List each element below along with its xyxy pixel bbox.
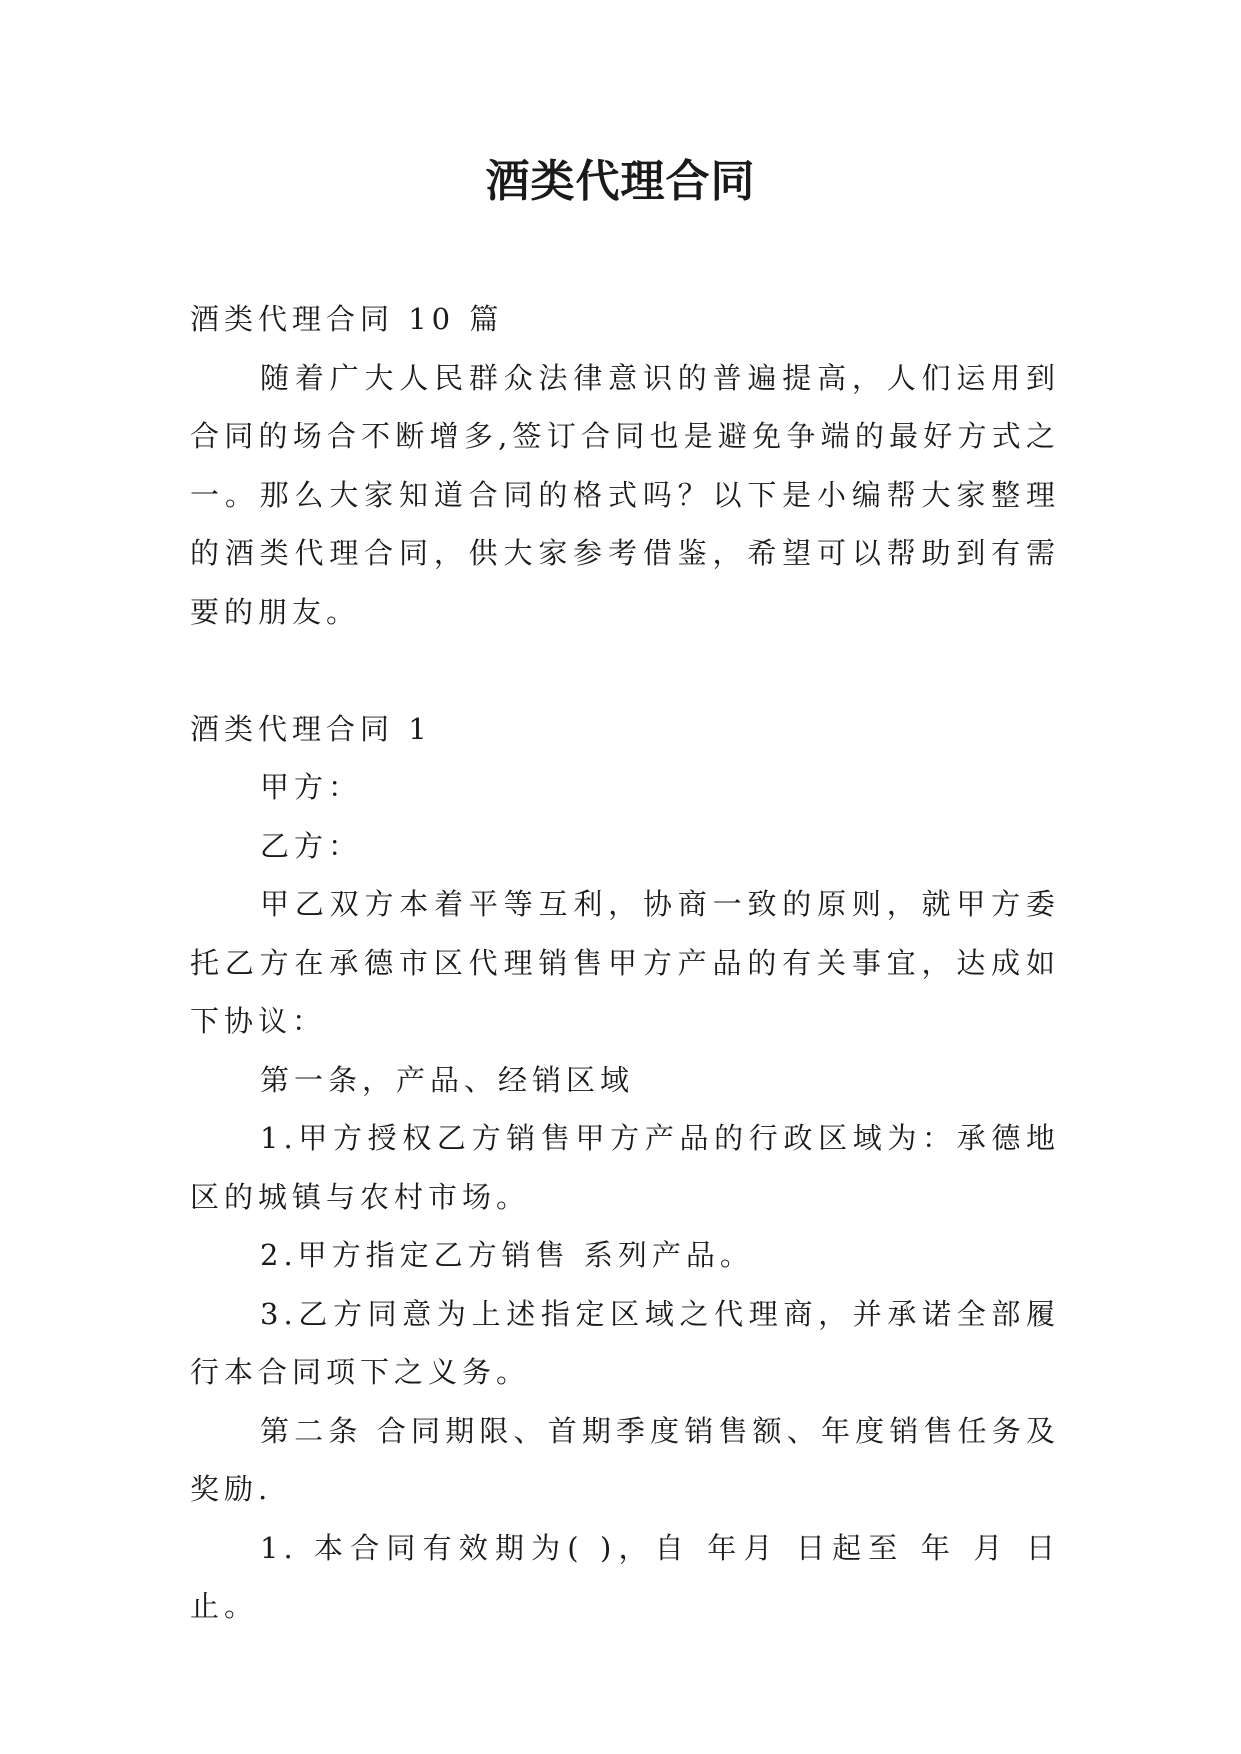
article-1-item-2: 2.甲方指定乙方销售 系列产品。 xyxy=(260,1238,754,1272)
party-a-line: 甲方： xyxy=(260,770,363,804)
party-b-line: 乙方： xyxy=(260,828,363,863)
intro-paragraph: 随着广大人民群众法律意识的普遍提高，人们运用到合同的场合不断增多,签订合同也是避免争端的最好方式之一。那么大家知道合同的格式吗？以下是小编帮大家整理的酒类代理合同，供大家参考借鉴，希望可以帮助到有需要的朋友。 xyxy=(190,360,1060,629)
preamble-paragraph: 甲乙双方本着平等互利，协商一致的原则，就甲方委托乙方在承德市区代理销售甲方产品的有关事宜，达成如下协议： xyxy=(190,887,1060,1038)
document-title: 酒类代理合同 xyxy=(485,156,756,207)
article-2-title: 第二条 合同期限、首期季度销售额、年度销售任务及奖励. xyxy=(190,1413,1060,1506)
article-1-item-3: 3.乙方同意为上述指定区域之代理商，并承诺全部履行本合同项下之义务。 xyxy=(190,1296,1060,1389)
article-1-item-1: 1.甲方授权乙方销售甲方产品的行政区域为：承德地区的城镇与农村市场。 xyxy=(190,1121,1060,1214)
section-title: 酒类代理合同 1 xyxy=(190,711,432,746)
document-subtitle: 酒类代理合同 10 篇 xyxy=(190,302,504,336)
article-1-title: 第一条，产品、经销区域 xyxy=(260,1062,635,1097)
document-body xyxy=(190,290,1060,1636)
paragraph-gap xyxy=(190,641,1060,700)
article-2-item-1: 1. 本合同有效期为( )，自 年月 日起至 年 月 日止。 xyxy=(190,1530,1060,1623)
